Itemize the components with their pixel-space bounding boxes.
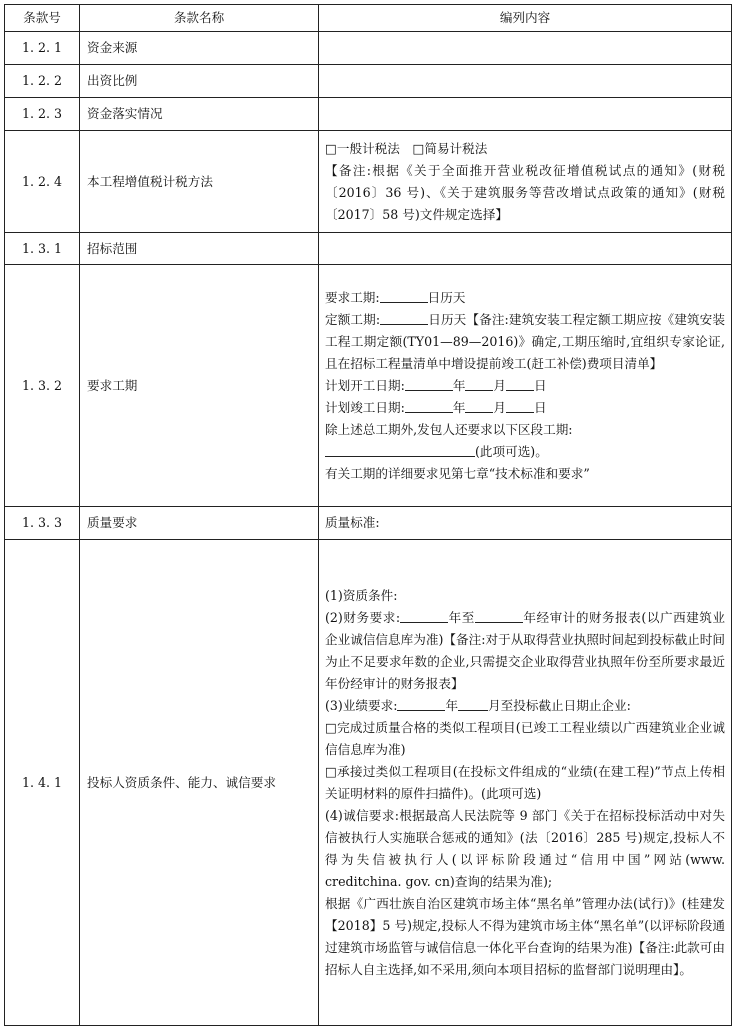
label: 计划竣工日期:	[325, 399, 405, 415]
clause-name: 资金来源	[80, 32, 319, 65]
table-row	[5, 98, 732, 131]
label: (3)业绩要求:	[325, 697, 398, 713]
label: 计划开工日期:	[325, 377, 405, 393]
header-content: 编列内容	[319, 5, 732, 32]
fill-blank	[397, 696, 445, 711]
clause-table	[4, 4, 732, 1026]
tax-method-note: 【备注:根据《关于全面推开营业税改征增值税试点的通知》(财税〔2016〕36 号)、《关于建筑服务等营改增试点政策的通知》(财税〔2017〕58 号)文件规定选择】	[325, 162, 725, 222]
clause-name: 要求工期	[80, 265, 319, 507]
clause-content	[319, 233, 732, 265]
table-row	[5, 32, 732, 65]
planned-finish-date	[325, 397, 725, 419]
section-duration-blank	[325, 441, 725, 463]
label: 要求工期:	[325, 289, 380, 305]
qualification-item: (1)资质条件:	[325, 587, 398, 603]
section-duration-text: 除上述总工期外,发包人还要求以下区段工期:	[325, 421, 573, 437]
performance-item	[325, 695, 725, 717]
ongoing-projects-option: □承接过类似工程项目(在投标文件组成的“业绩(在建工程)”节点上传相关证明材料的原件扫描件)。(此项可选)	[325, 763, 725, 801]
tax-method-options: □一般计税法 □简易计税法	[325, 140, 488, 156]
label: 日	[534, 377, 547, 393]
table-row	[5, 507, 732, 540]
table-row	[5, 131, 732, 233]
fill-blank	[475, 608, 523, 623]
clause-name: 本工程增值税计税方法	[80, 131, 319, 233]
required-duration	[325, 287, 725, 309]
fill-blank	[458, 696, 488, 711]
quota-duration	[325, 309, 725, 375]
clause-content	[319, 265, 732, 507]
clause-number: 1. 3. 3	[5, 507, 80, 540]
fill-blank	[506, 398, 534, 413]
clause-number: 1. 3. 2	[5, 265, 80, 507]
label: 年	[452, 377, 466, 393]
clause-content	[319, 65, 732, 98]
clause-name: 招标范围	[80, 233, 319, 265]
label: (此项可选)。	[475, 443, 548, 459]
clause-name: 出资比例	[80, 65, 319, 98]
clause-number: 1. 2. 3	[5, 98, 80, 131]
label: 日	[534, 399, 547, 415]
table-row	[5, 540, 732, 1026]
label: 月至投标截止日期止企业:	[488, 697, 631, 713]
fill-blank	[405, 376, 453, 391]
label: 日历天	[427, 289, 466, 305]
clause-number: 1. 2. 4	[5, 131, 80, 233]
clause-content	[319, 98, 732, 131]
label: (2)财务要求:	[325, 609, 401, 625]
integrity-item: (4)诚信要求:根据最高人民法院等 9 部门《关于在招标投标活动中对失信被执行人实施联合惩戒的通知》(法〔2016〕285 号)规定,投标人不得为失信被执行人(以评标阶段通过“信用中国”网站(www. creditchina. gov. cn)查询的结果为准);	[325, 807, 725, 889]
clause-content	[319, 540, 732, 1026]
clause-number: 1. 2. 1	[5, 32, 80, 65]
fill-blank	[400, 608, 448, 623]
fill-blank	[405, 398, 453, 413]
label: 月	[493, 377, 506, 393]
fill-blank	[465, 398, 493, 413]
duration-reference: 有关工期的详细要求见第七章“技术标准和要求”	[325, 465, 590, 481]
clause-number: 1. 4. 1	[5, 540, 80, 1026]
header-clause-number: 条款号	[5, 5, 80, 32]
clause-name: 质量要求	[80, 507, 319, 540]
label: 年	[452, 399, 466, 415]
label: 年	[445, 697, 459, 713]
fill-blank	[325, 442, 475, 457]
clause-name: 资金落实情况	[80, 98, 319, 131]
clause-content	[319, 32, 732, 65]
label: 年经审计的财务报表(以广西建筑业企业诚信信息库为准)【备注:对于从取得营业执照时间起到投标截止时间为止不足要求年数的企业,只需提交企业取得营业执照年份至所要求最近年份经审计的财务报表】	[325, 609, 726, 691]
table-row	[5, 265, 732, 507]
completed-projects-option: □完成过质量合格的类似工程项目(已竣工工程业绩以广西建筑业企业诚信信息库为准)	[325, 719, 725, 757]
table-row	[5, 65, 732, 98]
label: 月	[493, 399, 506, 415]
clause-number: 1. 2. 2	[5, 65, 80, 98]
fill-blank	[380, 288, 428, 303]
table-row	[5, 233, 732, 265]
fill-blank	[380, 310, 428, 325]
clause-content: 质量标准:	[319, 507, 732, 540]
blacklist-item: 根据《广西壮族自治区建筑市场主体“黑名单”管理办法(试行)》(桂建发【2018】5 号)规定,投标人不得为建筑市场主体“黑名单”(以评标阶段通过建筑市场监管与诚信信息一体化平台查询的结果为准)【备注:此款可由招标人自主选择,如不采用,须向本项目招标的监督部门说明理由】。	[325, 895, 725, 977]
fill-blank	[506, 376, 534, 391]
header-clause-name: 条款名称	[80, 5, 319, 32]
clause-content	[319, 131, 732, 233]
clause-name: 投标人资质条件、能力、诚信要求	[80, 540, 319, 1026]
label: 定额工期:	[325, 311, 381, 327]
table-header	[5, 5, 732, 32]
financial-item	[325, 607, 725, 695]
planned-start-date	[325, 375, 725, 397]
clause-number: 1. 3. 1	[5, 233, 80, 265]
fill-blank	[465, 376, 493, 391]
label: 年至	[448, 609, 475, 625]
label: 日历天【备注:建筑安装工程定额工期应按《建筑安装工程工期定额(TY01—89—2016)》确定,工期压缩时,宜组织专家论证,且在招标工程量清单中增设提前竣工(赶工补偿)费项目清单】	[325, 311, 725, 371]
